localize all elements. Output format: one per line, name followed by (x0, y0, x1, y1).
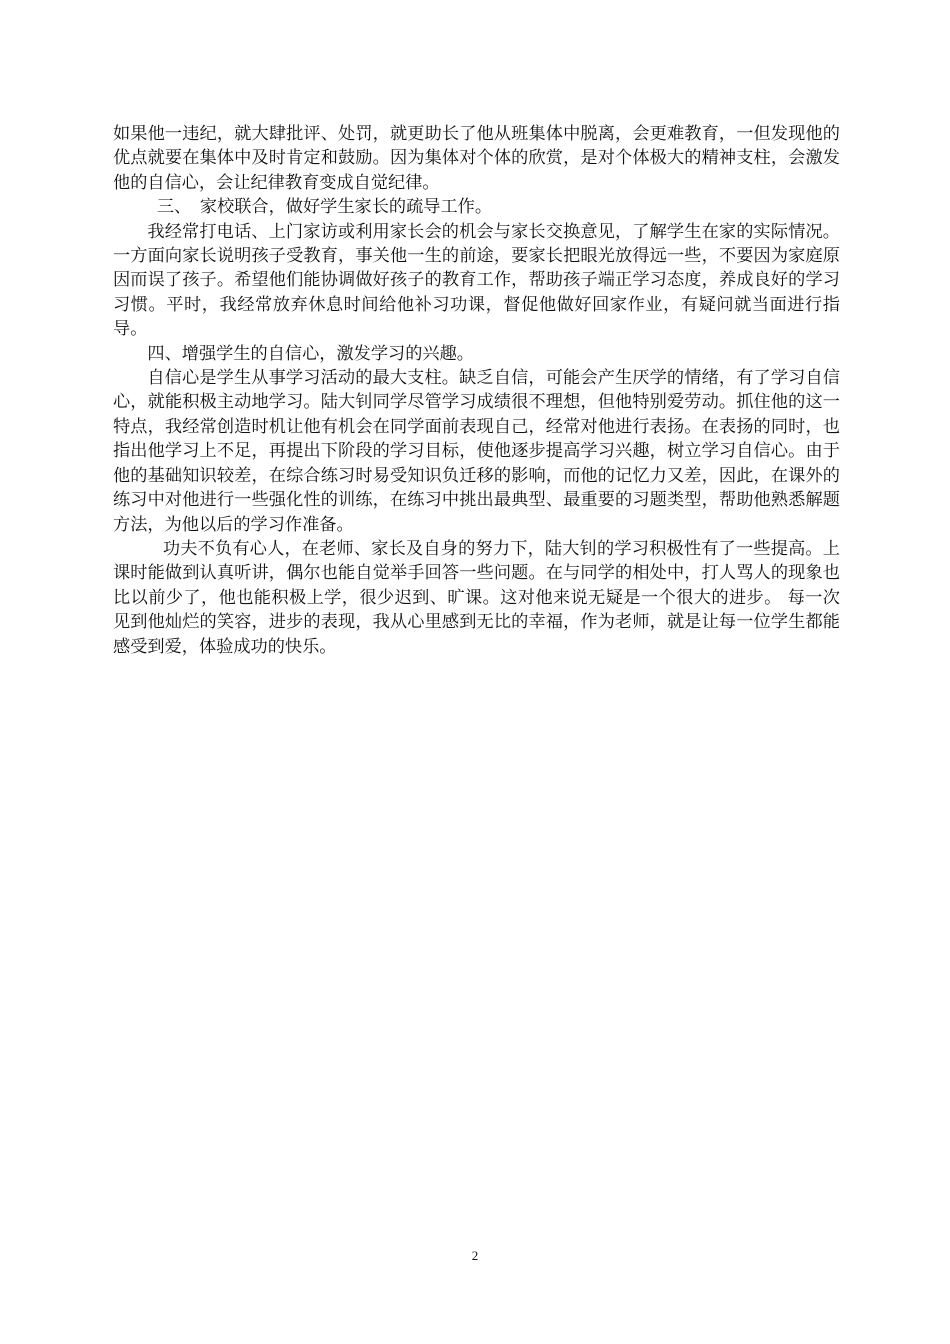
section-heading-4: 四、增强学生的自信心，激发学习的兴趣。 (147, 343, 474, 364)
body-text (113, 122, 840, 659)
paragraph-confidence: 自信心是学生从事学习活动的最大支柱。缺乏自信，可能会产生厌学的情绪，有了学习自信心，就能积极主动地学习。陆大钊同学尽管学习成绩很不理想，但他特别爱劳动。抓住他的这一特点，我经常创造时机让他有机会在同学面前表现自己，经常对他进行表扬。在表扬的同时，也指出他学习上不足，再提出下阶段的学习目标，使他逐步提高学习兴趣，树立学习自信心。由于他的基础知识较差，在综合练习时易受知识负迁移的影响，而他的记忆力又差，因此，在课外的练习中对他进行一些强化性的训练，在练习中挑出最典型、最重要的习题类型，帮助他熟悉解题方法，为他以后的学习作准备。 (113, 368, 840, 535)
page-number: 2 (471, 1248, 479, 1263)
paragraph-continuation: 如果他一违纪，就大肆批评、处罚，就更助长了他从班集体中脱离，会更难教育，一但发现他的优点就要在集体中及时肯定和鼓励。因为集体对个体的欣赏，是对个体极大的精神支柱，会激发他的自信心，会让纪律教育变成自觉纪律。 (113, 124, 840, 193)
paragraph-conclusion: 功夫不负有心人，在老师、家长及自身的努力下，陆大钊的学习积极性有了一些提高。上课时能做到认真听讲，偶尔也能自觉举手回答一些问题。在与同学的相处中，打人骂人的现象也比以前少了，他也能积极上学，很少迟到、旷课。这对他来说无疑是一个很大的进步。 每一次见到他灿烂的笑容，进步的表现，我从心里感到无比的幸福，作为老师，就是让每一位学生都能感受到爱，体验成功的快乐。 (113, 538, 840, 657)
paragraph-home-school: 我经常打电话、上门家访或利用家长会的机会与家长交换意见，了解学生在家的实际情况。一方面向家长说明孩子受教育，事关他一生的前途，要家长把眼光放得远一些，不要因为家庭原因而误了孩子。希望他们能协调做好孩子的教育工作，帮助孩子端正学习态度，养成良好的学习习惯。平时，我经常放弃休息时间给他补习功课，督促他做好回家作业，有疑问就当面进行指导。 (113, 221, 840, 340)
section-heading-3: 三、 家校联合，做好学生家长的疏导工作。 (156, 197, 493, 218)
